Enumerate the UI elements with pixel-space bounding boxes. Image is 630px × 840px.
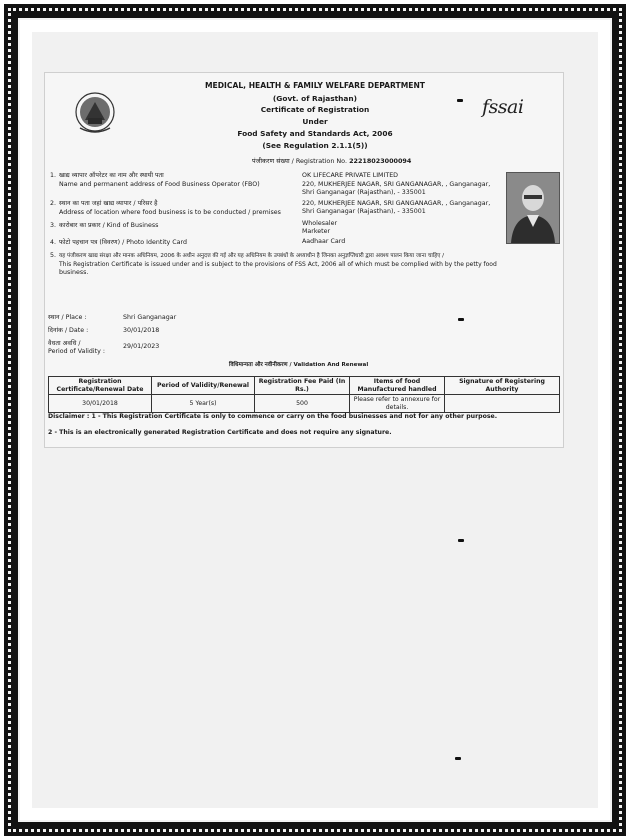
place-label: स्थान / Place : xyxy=(48,314,87,321)
item-label-hindi: खाद्य व्यापार ऑपरेटर का नाम और स्थायी पता xyxy=(59,172,164,179)
item-label-hindi: स्थान का पता जहां खाद्य व्यापार / परिसर है xyxy=(59,200,158,207)
table-cell: Please refer to annexure for details. xyxy=(350,395,445,413)
table-header-row xyxy=(49,377,560,395)
item-number: 1. xyxy=(50,172,57,179)
premises-address-line: 220, MUKHERJEE NAGAR, SRI GANGANAGAR, , Ganganagar, xyxy=(302,200,491,207)
fbo-name: OK LIFECARE PRIVATE LIMITED xyxy=(302,172,399,179)
date-label: दिनांक / Date : xyxy=(48,327,89,334)
applicant-photo xyxy=(506,172,560,244)
column-header: Period of Validity/Renewal xyxy=(152,377,255,395)
under-line: Under xyxy=(302,117,328,126)
business-kind: Marketer xyxy=(302,228,331,235)
business-kind: Wholesaler xyxy=(302,220,338,227)
column-header: Signature of Registering Authority xyxy=(445,377,560,395)
govt-line: (Govt. of Rajasthan) xyxy=(272,94,358,103)
certificate-title: Certificate of Registration xyxy=(260,105,370,114)
column-header: Registration Fee Paid (In Rs.) xyxy=(255,377,350,395)
validation-table xyxy=(48,376,560,413)
scan-speck xyxy=(458,318,464,321)
validity-label: Period of Validity : xyxy=(48,348,105,355)
item-label-english: Address of location where food business is to be conducted / premises xyxy=(59,209,281,216)
photo-id-type: Aadhaar Card xyxy=(302,238,346,245)
person-photo-icon xyxy=(507,173,559,243)
item-number: 3. xyxy=(50,222,57,229)
date-value: 30/01/2018 xyxy=(123,327,160,334)
item5-english: This Registration Certificate is issued under and is subject to the provisions of FSS Act, 2006 all of which must be complied with by the petty food xyxy=(59,261,497,268)
premises-address-line: Shri Ganganagar (Rajasthan), - 335001 xyxy=(302,208,426,215)
scan-speck xyxy=(458,539,464,542)
scan-speck xyxy=(457,99,463,102)
table-cell: 500 xyxy=(255,395,350,413)
fssai-logo: fssai xyxy=(482,96,524,118)
table-cell: 5 Year(s) xyxy=(152,395,255,413)
table-cell xyxy=(445,395,560,413)
registration-number: 22218023000094 xyxy=(349,157,412,165)
item-number: 4. xyxy=(50,239,57,246)
item5-hindi: यह पंजीकरण खाद्य संरक्षा और मानक अधिनियम, 2006 के अधीन अनुदत्त की गई और यह अधिनियम के उपबंधों के अध्याधीन है जिनका अनुज्ञप्तिधारी द्वारा अवश्य पालन किया जाना चाहिए / xyxy=(59,253,445,259)
validation-title: विधिमान्यता और नवीनीकरण / Validation And Renewal xyxy=(229,362,369,368)
registration-label: पंजीकरण संख्या / Registration No. xyxy=(252,157,348,165)
item5-english: business. xyxy=(59,269,89,276)
item-label-hindi: फोटो पहचान पत्र (विवरण) / Photo Identity Card xyxy=(59,239,188,246)
registration-number-row xyxy=(252,157,411,165)
item-label-hindi: कारोबार का प्रकार / Kind of Business xyxy=(59,222,159,229)
column-header: Items of food Manufactured handled xyxy=(350,377,445,395)
fbo-address-line: Shri Ganganagar (Rajasthan), - 335001 xyxy=(302,189,426,196)
fbo-address-line: 220, MUKHERJEE NAGAR, SRI GANGANAGAR, , Ganganagar, xyxy=(302,181,491,188)
table-cell: 30/01/2018 xyxy=(49,395,152,413)
item-number: 5. xyxy=(50,252,57,259)
item-number: 2. xyxy=(50,200,57,207)
scan-speck xyxy=(455,757,461,760)
disclaimer-line: 2 - This is an electronically generated Registration Certificate and does not require any signature. xyxy=(48,429,392,436)
column-header: Registration Certificate/Renewal Date xyxy=(49,377,152,395)
department-title: MEDICAL, HEALTH & FAMILY WELFARE DEPARTMENT xyxy=(205,81,425,90)
act-line: Food Safety and Standards Act, 2006 xyxy=(237,129,393,138)
item-label-english: Name and permanent address of Food Business Operator (FBO) xyxy=(59,181,260,188)
validity-label: वैधता अवधि / xyxy=(48,340,81,347)
table-row xyxy=(49,395,560,413)
validity-value: 29/01/2023 xyxy=(123,343,160,350)
place-value: Shri Ganganagar xyxy=(123,314,177,321)
regulation-line: (See Regulation 2.1.1(5)) xyxy=(262,141,368,150)
disclaimer-line: Disclaimer : 1 - This Registration Certificate is only to commence or carry on the food businesses and not for any other purpose. xyxy=(48,413,498,420)
